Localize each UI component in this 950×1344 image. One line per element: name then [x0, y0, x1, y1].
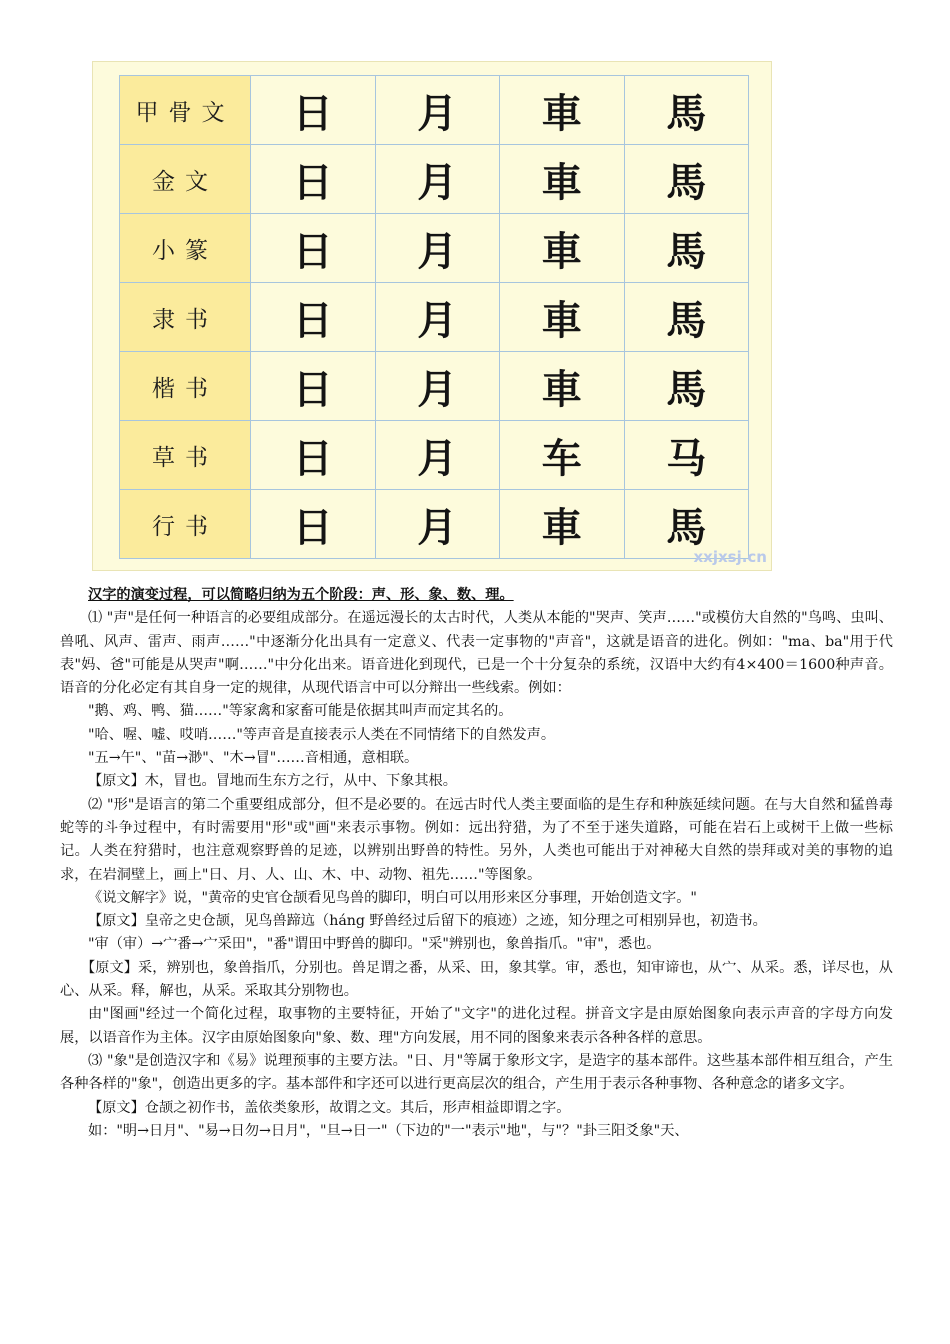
- character-glyph: 日: [251, 145, 376, 214]
- paragraph: 【原文】仓颉之初作书，盖依类象形，故谓之文。其后，形声相益即谓之字。: [88, 1099, 571, 1116]
- character-glyph: 馬: [624, 490, 749, 559]
- character-glyph: 月: [375, 214, 500, 283]
- paragraph: 【原文】木，冒也。冒地而生东方之行，从中、下象其根。: [88, 773, 457, 790]
- paragraph: 如："明→日月"、"易→日勿→日月"，"旦→日一"（下边的"一"表示"地"，与"？"卦三阳爻象"天、: [88, 1122, 689, 1139]
- character-glyph: 月: [375, 490, 500, 559]
- script-row: [120, 76, 749, 145]
- character-glyph: 月: [375, 76, 500, 145]
- character-glyph: 馬: [624, 283, 749, 352]
- script-row: [120, 490, 749, 559]
- paragraph: ⑴ "声"是任何一种语言的必要组成部分。在遥远漫长的太古时代，人类从本能的"哭声、笑声……"或模仿大自然的"鸟鸣、虫叫、兽吼、风声、雷声、雨声……"中逐渐分化出具有一定意义、代表一定事物的"声音"，这就是语音的进化。例如："ma、ba"用于代表"妈、爸"可能是从哭声"啊……"中分化出来。语音进化到现代，已是一个十分复杂的系统，汉语中大约有4×400＝1600种声音。语音的分化必定有其自身一定的规律，从现代语言中可以分辩出一些线索。例如：: [60, 610, 893, 697]
- character-glyph: 車: [500, 352, 625, 421]
- paragraph: "五→午"、"苗→渺"、"木→冒"……音相通，意相联。: [88, 750, 419, 767]
- character-glyph: 月: [375, 283, 500, 352]
- script-style-label: 金文: [120, 145, 251, 214]
- script-style-label: 隶书: [120, 283, 251, 352]
- paragraph: 【原文】采，辨别也，象兽指爪，分别也。兽足谓之番，从采、田，象其掌。审，悉也，知审谛也，从宀、从采。悉，详尽也，从心、从采。释，解也，从采。采取其分别物也。: [60, 959, 893, 1000]
- paragraph: ⑵ "形"是语言的第二个重要组成部分，但不是必要的。在远古时代人类主要面临的是生存和种族延续问题。在与大自然和猛兽毒蛇等的斗争过程中，有时需要用"形"或"画"来表示事物。例如：远出狩猎，为了不至于迷失道路，可能在岩石上或树干上做一些标记。人类在狩猎时，也注意观察野兽的足迹，以辨别出野兽的特性。另外，人类也可能出于对神秘大自然的崇拜或对美的事物的追求，在岩洞壁上，画上"日、月、人、山、木、中、动物、祖先……"等图象。: [60, 796, 893, 883]
- character-glyph: 月: [375, 421, 500, 490]
- character-glyph: 日: [251, 214, 376, 283]
- script-row: [120, 283, 749, 352]
- character-glyph: 車: [500, 214, 625, 283]
- character-glyph: 車: [500, 490, 625, 559]
- character-glyph: 月: [375, 145, 500, 214]
- paragraph: 由"图画"经过一个简化过程，取事物的主要特征，开始了"文字"的进化过程。拼音文字是由原始图象向表示声音的字母方向发展，以语音作为主体。汉字由原始图象向"象、数、理"方向发展，用不同的图象来表示各种各样的意思。: [60, 1006, 893, 1046]
- character-glyph: 馬: [624, 76, 749, 145]
- article-body: [60, 584, 893, 1143]
- character-glyph: 車: [500, 283, 625, 352]
- paragraph: 【原文】皇帝之史仓颉，见鸟兽蹄迒（háng 野兽经过后留下的痕迹）之迹，知分理之可相别异也，初造书。: [88, 913, 767, 930]
- paragraph: "哈、喔、嘘、哎哨……"等声音是直接表示人类在不同情绪下的自然发声。: [88, 726, 556, 743]
- script-style-label: 行书: [120, 490, 251, 559]
- paragraph: "审（审）→宀番→宀采田"，"番"谓田中野兽的脚印。"采"辨别也，象兽指爪。"审"，悉也。: [88, 936, 661, 953]
- character-glyph: 日: [251, 490, 376, 559]
- script-row: [120, 352, 749, 421]
- character-glyph: 马: [624, 421, 749, 490]
- script-style-label: 草书: [120, 421, 251, 490]
- character-glyph: 車: [500, 145, 625, 214]
- character-glyph: 馬: [624, 145, 749, 214]
- character-glyph: 月: [375, 352, 500, 421]
- paragraph: 《说文解字》说，"黄帝的史官仓颉看见鸟兽的脚印，明白可以用形来区分事理，开始创造文字。": [88, 889, 697, 906]
- script-row: [120, 421, 749, 490]
- script-style-label: 楷书: [120, 352, 251, 421]
- script-style-label: 甲骨文: [120, 76, 251, 145]
- watermark: xxjxsj.cn: [693, 548, 767, 566]
- character-glyph: 馬: [624, 214, 749, 283]
- script-evolution-figure: [92, 61, 772, 571]
- character-glyph: 车: [500, 421, 625, 490]
- script-evolution-table: [119, 75, 749, 559]
- script-row: [120, 214, 749, 283]
- character-glyph: 日: [251, 352, 376, 421]
- character-glyph: 日: [251, 76, 376, 145]
- script-style-label: 小篆: [120, 214, 251, 283]
- section-heading: 汉字的演变过程，可以简略归纳为五个阶段：声、形、象、数、理。: [88, 587, 514, 603]
- character-glyph: 日: [251, 283, 376, 352]
- paragraph: ⑶ "象"是创造汉字和《易》说理预事的主要方法。"日、月"等属于象形文字，是造字的基本部件。这些基本部件相互组合，产生各种各样的"象"，创造出更多的字。基本部件和字还可以进行更高层次的组合，产生用于表示各种事物、各种意念的诸多文字。: [60, 1052, 893, 1093]
- character-glyph: 馬: [624, 352, 749, 421]
- script-row: [120, 145, 749, 214]
- character-glyph: 車: [500, 76, 625, 145]
- character-glyph: 日: [251, 421, 376, 490]
- paragraph: "鹅、鸡、鸭、猫……"等家禽和家畜可能是依据其叫声而定其名的。: [88, 703, 513, 720]
